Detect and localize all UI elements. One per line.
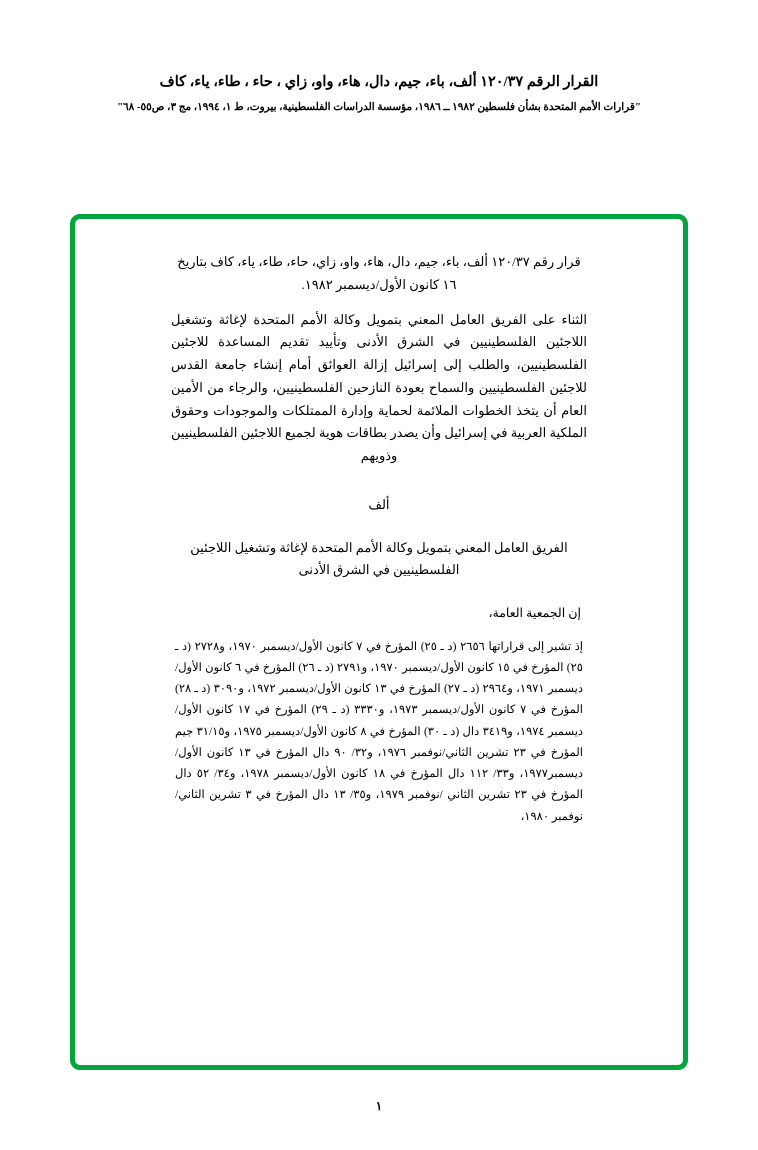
spacer (171, 468, 587, 494)
section-letter: ألف (368, 496, 390, 512)
recalling-paragraph: إذ تشير إلى قراراتها ٢٦٥٦ (د ـ ٢٥) المؤرخ في ٧ كانون الأول/ديسمبر ١٩٧٠، و٢٧٢٨ (د ـ ٢٥) المؤرخ في ١٥ كانون الأول/ديسمبر ١٩٧٠، و٢٧٩١ (د ـ ٢٦) المؤرخ في ٦ كانون الأول/ديسمبر ١٩٧١، و٢٩٦٤ (د ـ ٢٧) المؤرخ في ١٣ كانون الأول/ديسمبر ١٩٧٢، و٣٠٩٠ (د ـ ٢٨) المؤرخ في ٧ كانون الأول/ديسمبر ١٩٧٣، و٣٣٣٠ (د ـ ٢٩) المؤرخ في ١٧ كانون الأول/ديسمبر ١٩٧٤، و٣٤١٩ دال (د ـ ٣٠) المؤرخ في ٨ كانون الأول/ديسمبر ١٩٧٥، و٣١/١٥ جيم المؤرخ في ٢٣ تشرين الثاني/نوفمبر ١٩٧٦، و٣٢/ ٩٠ دال المؤرخ في ١٣ كانون الأول/ديسمبر١٩٧٧، و٣٣/ ١١٢ دال المؤرخ في ١٨ كانون الأول/ديسمبر ١٩٧٨، و٣٤/ ٥٢ دال المؤرخ في ٢٣ تشرين الثاني /نوفمبر ١٩٧٩، و٣٥/ ١٣ دال المؤرخ في ٣ تشرين الثاني/نوفمبر ١٩٨٠، (175, 640, 584, 823)
spacer (171, 582, 587, 602)
document-page (0, 72, 758, 1150)
document-header (0, 72, 758, 116)
resolution-heading: قرار رقم ١٢٠/٣٧ ألف، باء، جيم، دال، هاء، واو، زاي، حاء، طاء، ياء، كاف بتاريخ ١٦ كانون الأول/ديسمبر ١٩٨٢. (177, 254, 581, 292)
frame-content (75, 219, 683, 848)
page-number: ١ (375, 1099, 383, 1113)
spacer (171, 517, 587, 537)
page-title: القرار الرقم ١٢٠/٣٧ ألف، باء، جيم، دال، هاء، واو، زاي ، حاء ، طاء، ياء، كاف (159, 74, 599, 90)
spacer (171, 625, 587, 637)
spacer (171, 297, 587, 309)
green-content-frame (70, 214, 688, 1070)
source-citation: "قرارات الأمم المتحدة بشأن فلسطين ١٩٨٢ ــ ١٩٨٦، مؤسسة الدراسات الفلسطينية، بيروت، ط ١، ١٩٩٤، مج ٣، ص٥٥- ٦٨" (117, 102, 641, 114)
assembly-line: إن الجمعية العامة، (488, 606, 581, 620)
section-title: الفريق العامل المعني بتمويل وكالة الأمم المتحدة لإغاثة وتشغيل اللاجئين الفلسطينيين في الشرق الأدنى (190, 539, 568, 578)
resolution-summary: الثناء على الفريق العامل المعني بتمويل وكالة الأمم المتحدة لإغاثة وتشغيل اللاجئين الفلسطينيين في الشرق الأدنى وتأييد تقديم المساعدة للاجئين الفلسطينيين، والطلب إلى إسرائيل إزالة العوائق أمام إنشاء جامعة القدس للاجئين الفلسطينيين والسماح بعودة النازحين الفلسطينيين، والرجاء من الأمين العام أن يتخذ الخطوات الملائمة لحماية وإدارة الممتلكات والموجودات وحقوق الملكية العربية في إسرائيل وأن يصدر بطاقات هوية لجميع اللاجئين الفلسطينيين وذويهم (171, 311, 587, 463)
